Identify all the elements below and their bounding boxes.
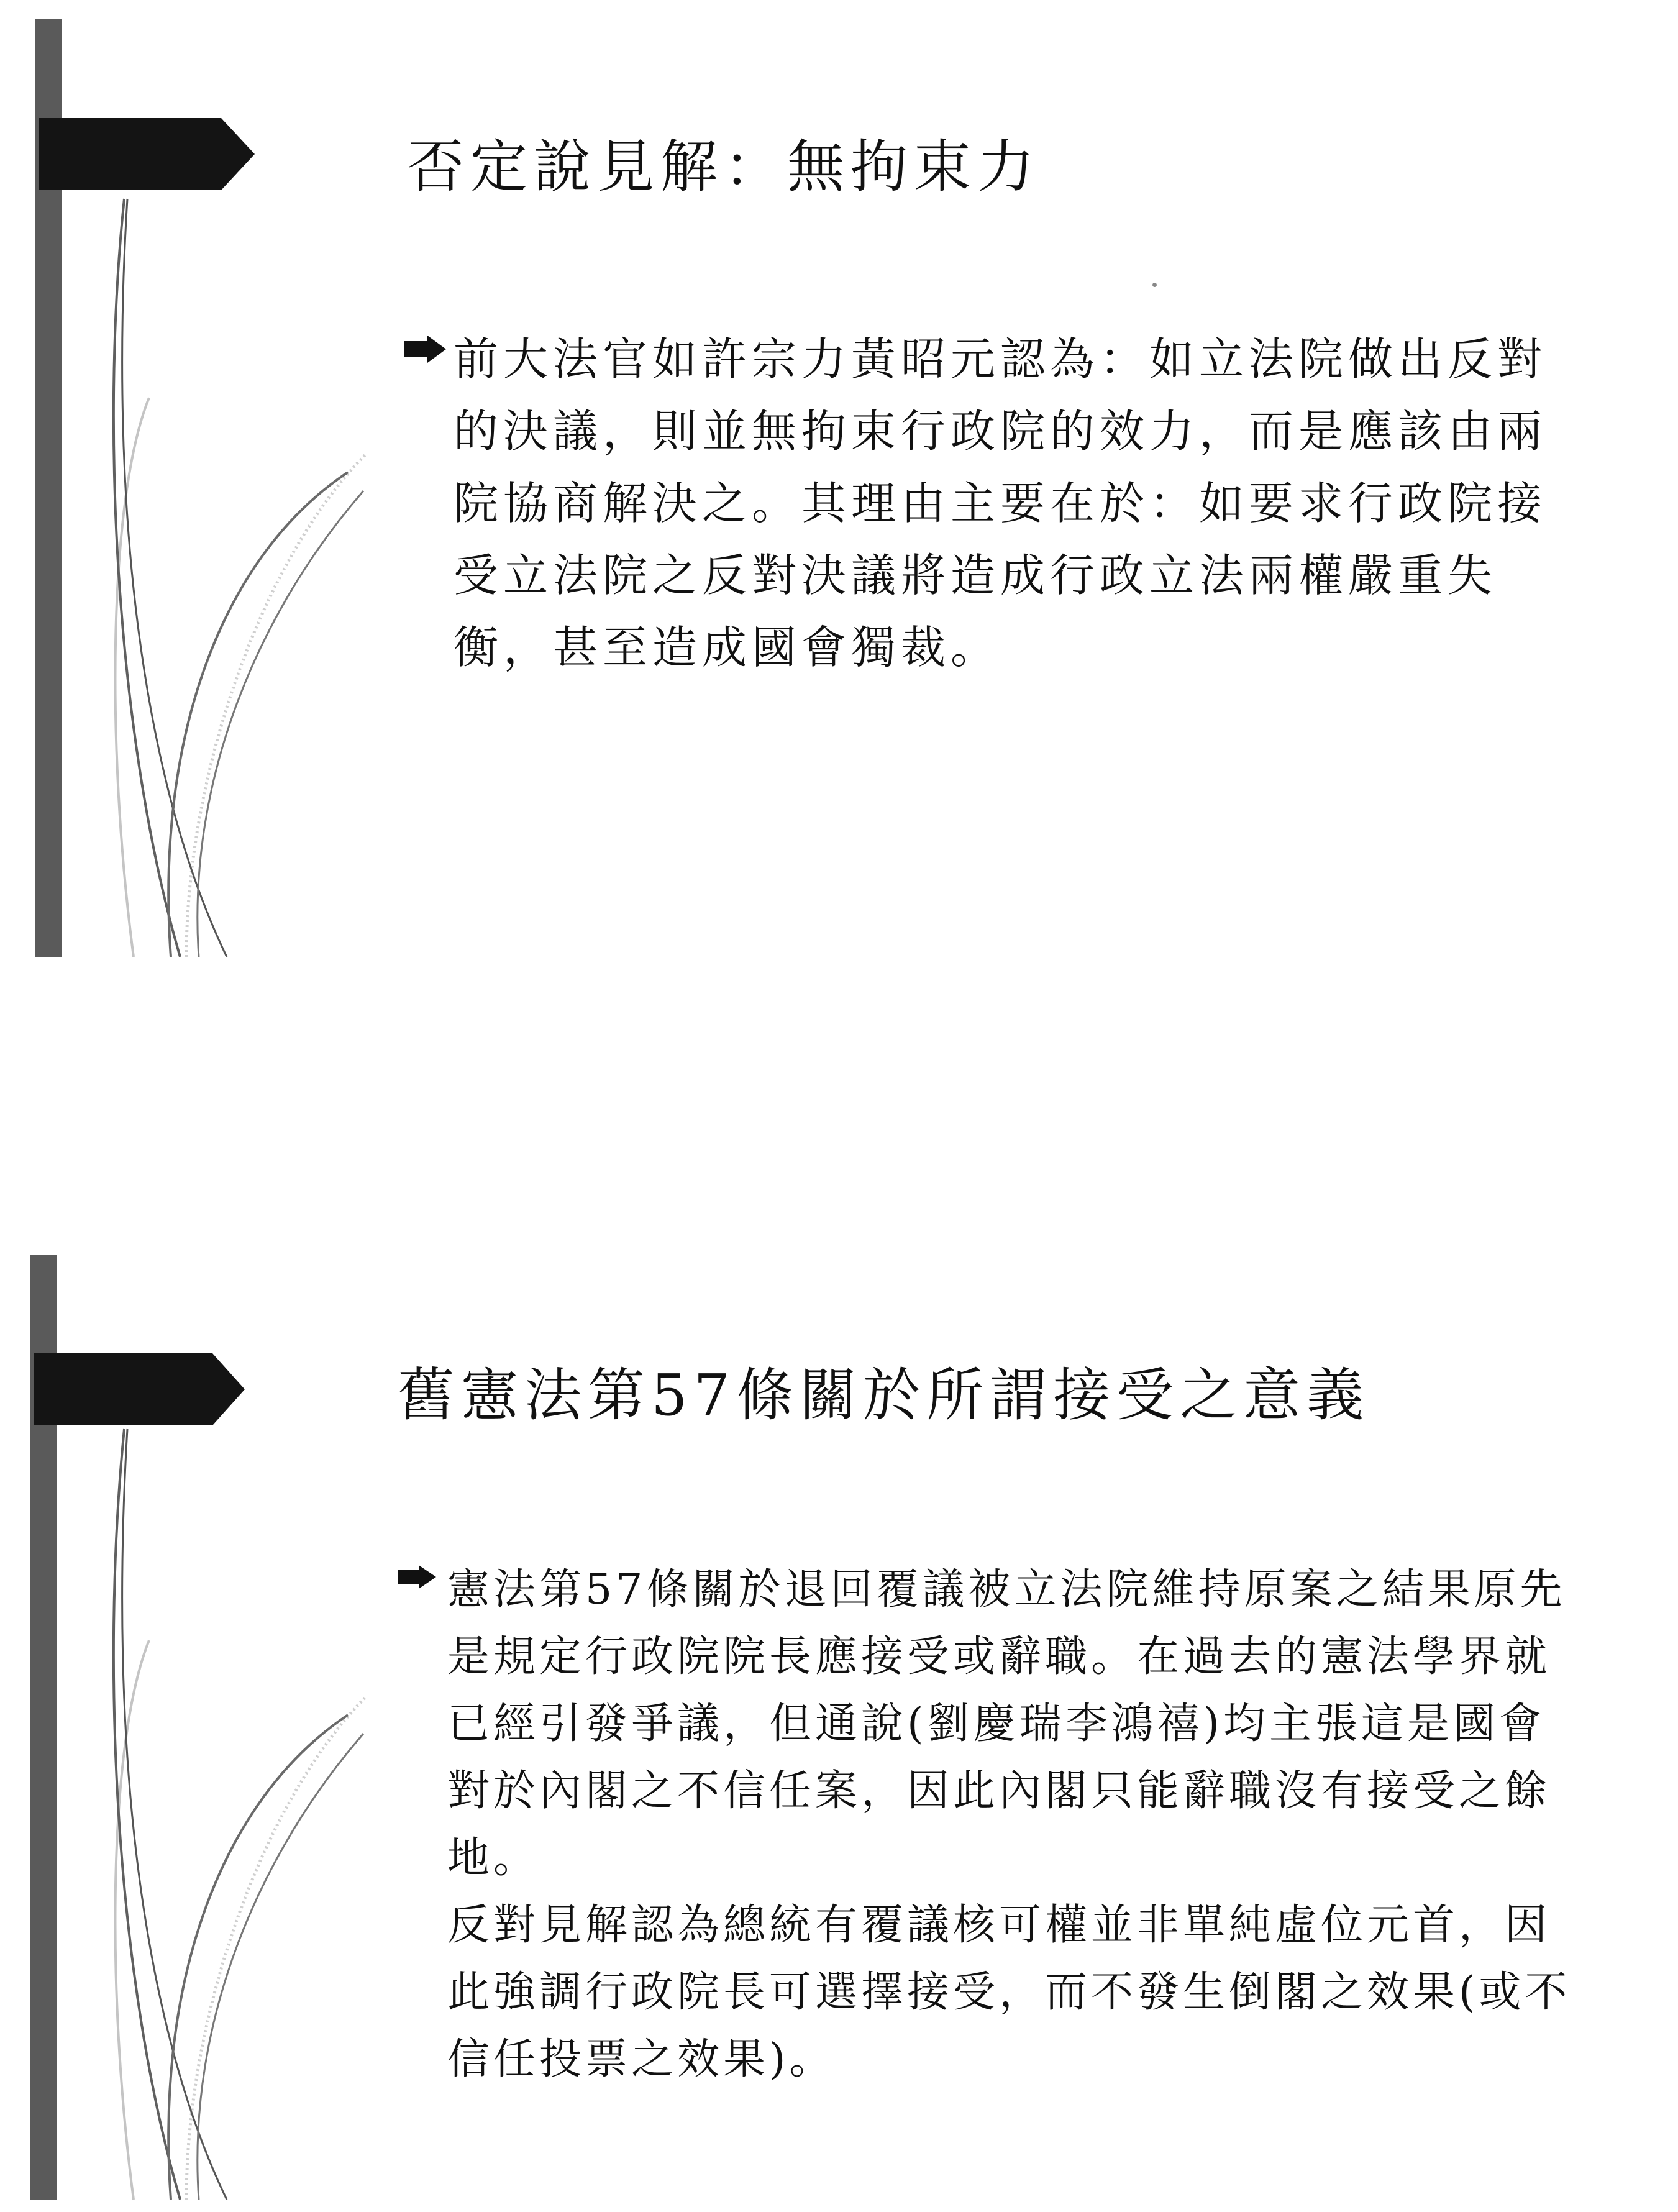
slide-title: 否定說見解：無拘束力	[407, 134, 1041, 200]
grass-stroke	[122, 199, 227, 957]
grass-stroke	[198, 491, 363, 957]
bullet-paragraph: 前大法官如許宗力黃昭元認為：如立法院做出反對的決議，則並無拘束行政院的效力，而是應該由兩院協商解決之。其理由主要在於：如要求行政院接受立法院之反對決議將造成行政立法兩權嚴重失衡，甚至造成國會獨裁。	[454, 333, 1548, 674]
grass-stroke-light	[186, 1696, 367, 2200]
arrow-bullet-icon	[404, 336, 446, 363]
signpost-decoration	[0, 0, 435, 969]
grass-stroke-light	[186, 454, 367, 957]
bullet-paragraph: 憲法第57條關於退回覆議被立法院維持原案之結果原先是規定行政院院長應接受或辭職。在過去的憲法學界就已經引發爭議，但通說(劉慶瑞李鴻禧)均主張這是國會對於內閣之不信任案，因此內閣只能辭職沒有接受之餘地。	[447, 1565, 1566, 1883]
slide-1	[0, 0, 1678, 969]
signpost-arrow	[39, 118, 255, 190]
arrow-bullet-icon	[398, 1565, 436, 1589]
slide-2	[0, 1243, 1678, 2212]
grass-stroke-light	[115, 1640, 149, 2200]
bullet-text	[454, 323, 1559, 683]
signpost-decoration	[0, 1243, 435, 2212]
bullet-item	[404, 323, 1572, 683]
grass-stroke	[122, 1429, 227, 2200]
grass-stroke	[198, 1734, 363, 2200]
slide-title: 舊憲法第57條關於所謂接受之意義	[398, 1362, 1370, 1428]
signpost-arrow	[34, 1353, 245, 1425]
bullet-item	[398, 1556, 1578, 2093]
bullet-paragraph: 反對見解認為總統有覆議核可權並非單純虛位元首，因此強調行政院長可選擇接受，而不發生倒閣之效果(或不信任投票之效果)。	[447, 1901, 1571, 2084]
bullet-text	[447, 1556, 1572, 2093]
scan-speck	[1152, 283, 1157, 287]
grass-stroke-light	[115, 398, 149, 957]
